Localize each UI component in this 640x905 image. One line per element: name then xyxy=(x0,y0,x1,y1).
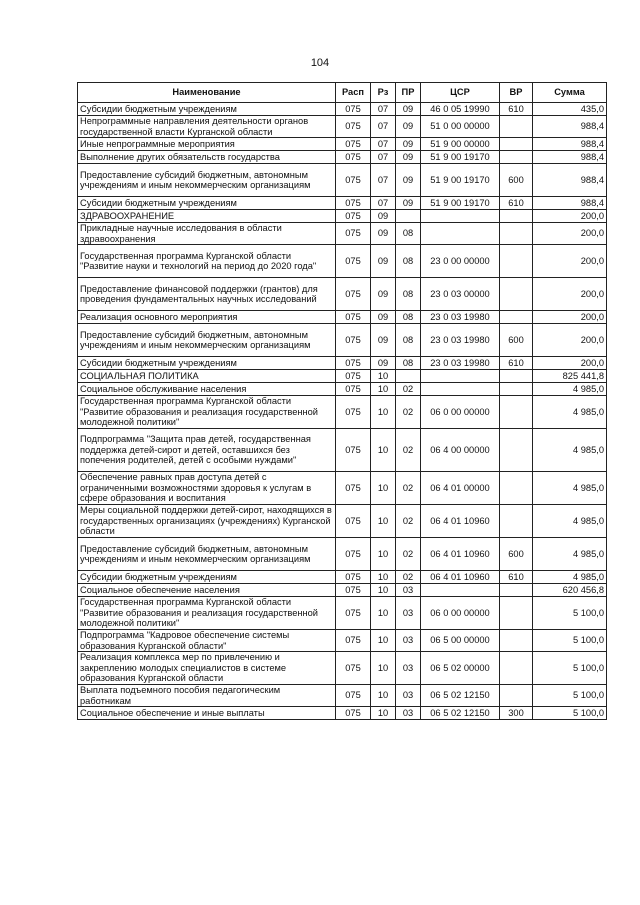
table-row xyxy=(78,164,607,197)
row-name: Социальное обеспечение населения xyxy=(78,584,336,597)
row-name: Государственная программа Курганской области "Развитие науки и технологий на период до 2020 года" xyxy=(78,245,336,278)
row-vr xyxy=(500,396,533,429)
row-rasp: 075 xyxy=(336,164,371,197)
row-name: Государственная программа Курганской области "Развитие образования и реализация государственной молодежной политики" xyxy=(78,597,336,630)
table-row xyxy=(78,151,607,164)
row-rz: 10 xyxy=(371,396,396,429)
table-row xyxy=(78,429,607,472)
row-name: Подпрограмма "Кадровое обеспечение системы образования Курганской области" xyxy=(78,630,336,652)
row-vr xyxy=(500,151,533,164)
row-vr xyxy=(500,584,533,597)
row-rasp: 075 xyxy=(336,584,371,597)
row-csr: 06 4 01 00000 xyxy=(421,472,500,505)
row-pr: 09 xyxy=(396,116,421,138)
row-sum: 988,4 xyxy=(533,138,607,151)
row-rz: 10 xyxy=(371,584,396,597)
row-vr xyxy=(500,505,533,538)
row-name: Государственная программа Курганской области "Развитие образования и реализация государственной молодежной политики" xyxy=(78,396,336,429)
row-rasp: 075 xyxy=(336,116,371,138)
row-csr: 06 4 01 10960 xyxy=(421,571,500,584)
row-csr: 06 5 02 12150 xyxy=(421,685,500,707)
row-sum: 200,0 xyxy=(533,324,607,357)
table-body xyxy=(78,103,607,720)
row-pr: 08 xyxy=(396,223,421,245)
row-rz: 10 xyxy=(371,597,396,630)
table-row xyxy=(78,324,607,357)
row-rasp: 075 xyxy=(336,245,371,278)
row-rasp: 075 xyxy=(336,597,371,630)
row-pr: 09 xyxy=(396,103,421,116)
row-sum: 988,4 xyxy=(533,151,607,164)
row-sum: 5 100,0 xyxy=(533,652,607,685)
column-header-csr: ЦСР xyxy=(421,83,500,103)
row-vr: 600 xyxy=(500,164,533,197)
row-pr: 02 xyxy=(396,538,421,571)
row-sum: 988,4 xyxy=(533,164,607,197)
row-rz: 10 xyxy=(371,652,396,685)
row-rz: 07 xyxy=(371,151,396,164)
row-pr xyxy=(396,370,421,383)
row-sum: 435,0 xyxy=(533,103,607,116)
row-name: Субсидии бюджетным учреждениям xyxy=(78,357,336,370)
row-vr xyxy=(500,116,533,138)
row-sum: 200,0 xyxy=(533,278,607,311)
table-row xyxy=(78,311,607,324)
row-pr: 03 xyxy=(396,597,421,630)
row-rz: 07 xyxy=(371,164,396,197)
table-row xyxy=(78,278,607,311)
row-vr xyxy=(500,210,533,223)
row-rz: 10 xyxy=(371,472,396,505)
row-name: Субсидии бюджетным учреждениям xyxy=(78,571,336,584)
row-csr: 51 9 00 19170 xyxy=(421,151,500,164)
row-sum: 4 985,0 xyxy=(533,396,607,429)
row-rz: 07 xyxy=(371,116,396,138)
row-rasp: 075 xyxy=(336,103,371,116)
row-vr xyxy=(500,685,533,707)
row-rasp: 075 xyxy=(336,685,371,707)
row-name: Реализация основного мероприятия xyxy=(78,311,336,324)
row-rasp: 075 xyxy=(336,311,371,324)
row-vr xyxy=(500,383,533,396)
row-rz: 10 xyxy=(371,538,396,571)
column-header-rasp: Расп xyxy=(336,83,371,103)
budget-table xyxy=(77,82,607,720)
row-rz: 10 xyxy=(371,370,396,383)
row-vr xyxy=(500,138,533,151)
row-pr: 09 xyxy=(396,151,421,164)
row-name: Предоставление субсидий бюджетным, автономным учреждениям и иным некоммерческим организациям xyxy=(78,164,336,197)
row-vr xyxy=(500,597,533,630)
row-sum: 5 100,0 xyxy=(533,597,607,630)
row-csr: 23 0 03 19980 xyxy=(421,311,500,324)
row-pr: 08 xyxy=(396,245,421,278)
column-header-rz: Рз xyxy=(371,83,396,103)
row-vr xyxy=(500,370,533,383)
table-row xyxy=(78,245,607,278)
row-vr: 610 xyxy=(500,571,533,584)
table-row xyxy=(78,472,607,505)
row-rz: 09 xyxy=(371,311,396,324)
row-rasp: 075 xyxy=(336,505,371,538)
row-sum: 200,0 xyxy=(533,223,607,245)
row-pr: 02 xyxy=(396,396,421,429)
table-row xyxy=(78,652,607,685)
row-name: Прикладные научные исследования в области здравоохранения xyxy=(78,223,336,245)
row-rz: 09 xyxy=(371,324,396,357)
table-row xyxy=(78,357,607,370)
row-csr xyxy=(421,383,500,396)
row-pr: 08 xyxy=(396,357,421,370)
row-sum: 5 100,0 xyxy=(533,630,607,652)
row-csr: 23 0 00 00000 xyxy=(421,245,500,278)
table-row xyxy=(78,571,607,584)
row-sum: 4 985,0 xyxy=(533,505,607,538)
row-vr xyxy=(500,630,533,652)
row-vr: 600 xyxy=(500,538,533,571)
row-name: Иные непрограммные мероприятия xyxy=(78,138,336,151)
row-pr: 03 xyxy=(396,584,421,597)
page-number: 104 xyxy=(310,57,330,69)
row-rz: 10 xyxy=(371,707,396,720)
row-rasp: 075 xyxy=(336,707,371,720)
row-pr: 02 xyxy=(396,505,421,538)
row-name: Выплата подъемного пособия педагогическим работникам xyxy=(78,685,336,707)
row-rz: 09 xyxy=(371,357,396,370)
row-sum: 200,0 xyxy=(533,210,607,223)
table-row xyxy=(78,685,607,707)
row-vr xyxy=(500,245,533,278)
row-rasp: 075 xyxy=(336,278,371,311)
row-name: Социальное обеспечение и иные выплаты xyxy=(78,707,336,720)
row-rasp: 075 xyxy=(336,630,371,652)
row-name: ЗДРАВООХРАНЕНИЕ xyxy=(78,210,336,223)
row-csr: 51 0 00 00000 xyxy=(421,116,500,138)
row-pr: 08 xyxy=(396,278,421,311)
row-name: Предоставление субсидий бюджетным, автономным учреждениям и иным некоммерческим организациям xyxy=(78,538,336,571)
row-vr xyxy=(500,311,533,324)
row-csr: 23 0 03 00000 xyxy=(421,278,500,311)
row-pr: 08 xyxy=(396,324,421,357)
row-csr xyxy=(421,223,500,245)
row-name: Выполнение других обязательств государства xyxy=(78,151,336,164)
row-pr: 03 xyxy=(396,652,421,685)
row-csr: 06 0 00 00000 xyxy=(421,396,500,429)
row-rasp: 075 xyxy=(336,472,371,505)
row-pr: 09 xyxy=(396,197,421,210)
table-row xyxy=(78,103,607,116)
row-csr: 51 9 00 19170 xyxy=(421,197,500,210)
row-name: Непрограммные направления деятельности органов государственной власти Курганской области xyxy=(78,116,336,138)
row-rz: 09 xyxy=(371,245,396,278)
row-csr: 06 4 00 00000 xyxy=(421,429,500,472)
column-header-name: Наименование xyxy=(78,83,336,103)
row-pr: 09 xyxy=(396,138,421,151)
row-vr: 610 xyxy=(500,197,533,210)
row-csr: 06 5 00 00000 xyxy=(421,630,500,652)
row-pr: 03 xyxy=(396,707,421,720)
column-header-sum: Сумма xyxy=(533,83,607,103)
row-rz: 10 xyxy=(371,685,396,707)
row-vr xyxy=(500,652,533,685)
row-name: СОЦИАЛЬНАЯ ПОЛИТИКА xyxy=(78,370,336,383)
row-vr xyxy=(500,278,533,311)
row-csr: 46 0 05 19990 xyxy=(421,103,500,116)
row-sum: 200,0 xyxy=(533,245,607,278)
row-sum: 4 985,0 xyxy=(533,472,607,505)
row-rz: 10 xyxy=(371,505,396,538)
row-sum: 988,4 xyxy=(533,197,607,210)
row-sum: 4 985,0 xyxy=(533,571,607,584)
row-rasp: 075 xyxy=(336,538,371,571)
row-sum: 5 100,0 xyxy=(533,685,607,707)
row-sum: 825 441,8 xyxy=(533,370,607,383)
table-row xyxy=(78,597,607,630)
row-csr xyxy=(421,210,500,223)
row-rz: 10 xyxy=(371,383,396,396)
row-rasp: 075 xyxy=(336,223,371,245)
row-name: Субсидии бюджетным учреждениям xyxy=(78,103,336,116)
table-row xyxy=(78,584,607,597)
row-rasp: 075 xyxy=(336,138,371,151)
row-rasp: 075 xyxy=(336,383,371,396)
row-pr: 03 xyxy=(396,630,421,652)
row-rz: 07 xyxy=(371,138,396,151)
table-row xyxy=(78,630,607,652)
row-csr: 06 5 02 00000 xyxy=(421,652,500,685)
row-csr: 06 4 01 10960 xyxy=(421,538,500,571)
row-rasp: 075 xyxy=(336,571,371,584)
table-row xyxy=(78,383,607,396)
row-vr xyxy=(500,223,533,245)
table-row xyxy=(78,538,607,571)
table-row xyxy=(78,370,607,383)
row-csr: 06 0 00 00000 xyxy=(421,597,500,630)
row-csr: 06 5 02 12150 xyxy=(421,707,500,720)
row-sum: 988,4 xyxy=(533,116,607,138)
row-rz: 10 xyxy=(371,429,396,472)
row-csr xyxy=(421,584,500,597)
row-sum: 4 985,0 xyxy=(533,429,607,472)
row-pr: 02 xyxy=(396,383,421,396)
row-pr: 03 xyxy=(396,685,421,707)
row-rasp: 075 xyxy=(336,370,371,383)
row-name: Субсидии бюджетным учреждениям xyxy=(78,197,336,210)
row-rz: 07 xyxy=(371,103,396,116)
row-name: Обеспечение равных прав доступа детей с ограниченными возможностями здоровья к услугам в сфере образования и воспитания xyxy=(78,472,336,505)
table-row xyxy=(78,707,607,720)
table-row xyxy=(78,505,607,538)
row-rz: 09 xyxy=(371,210,396,223)
row-pr: 02 xyxy=(396,429,421,472)
row-csr: 51 9 00 19170 xyxy=(421,164,500,197)
table-row xyxy=(78,223,607,245)
table-row xyxy=(78,197,607,210)
row-sum: 4 985,0 xyxy=(533,538,607,571)
row-csr: 51 9 00 00000 xyxy=(421,138,500,151)
row-pr: 09 xyxy=(396,164,421,197)
row-pr: 02 xyxy=(396,472,421,505)
row-vr xyxy=(500,429,533,472)
table-header-row xyxy=(78,83,607,103)
row-sum: 5 100,0 xyxy=(533,707,607,720)
row-pr xyxy=(396,210,421,223)
table-row xyxy=(78,396,607,429)
row-sum: 200,0 xyxy=(533,311,607,324)
row-vr xyxy=(500,472,533,505)
row-rasp: 075 xyxy=(336,429,371,472)
table-row xyxy=(78,210,607,223)
row-rasp: 075 xyxy=(336,210,371,223)
row-rasp: 075 xyxy=(336,151,371,164)
column-header-pr: ПР xyxy=(396,83,421,103)
row-sum: 620 456,8 xyxy=(533,584,607,597)
row-rz: 09 xyxy=(371,278,396,311)
row-sum: 4 985,0 xyxy=(533,383,607,396)
table-row xyxy=(78,116,607,138)
row-rz: 09 xyxy=(371,223,396,245)
row-name: Меры социальной поддержки детей-сирот, находящихся в государственных организациях (учреждениях) Курганской области xyxy=(78,505,336,538)
row-rasp: 075 xyxy=(336,396,371,429)
row-rasp: 075 xyxy=(336,652,371,685)
row-name: Предоставление субсидий бюджетным, автономным учреждениям и иным некоммерческим организациям xyxy=(78,324,336,357)
row-vr: 610 xyxy=(500,103,533,116)
row-rz: 07 xyxy=(371,197,396,210)
row-csr xyxy=(421,370,500,383)
row-sum: 200,0 xyxy=(533,357,607,370)
row-csr: 06 4 01 10960 xyxy=(421,505,500,538)
row-rz: 10 xyxy=(371,571,396,584)
row-csr: 23 0 03 19980 xyxy=(421,357,500,370)
column-header-vr: ВР xyxy=(500,83,533,103)
row-name: Предоставление финансовой поддержки (грантов) для проведения фундаментальных научных исследований xyxy=(78,278,336,311)
row-vr: 600 xyxy=(500,324,533,357)
row-pr: 08 xyxy=(396,311,421,324)
row-csr: 23 0 03 19980 xyxy=(421,324,500,357)
row-vr: 300 xyxy=(500,707,533,720)
table-row xyxy=(78,138,607,151)
row-rasp: 075 xyxy=(336,357,371,370)
row-name: Социальное обслуживание населения xyxy=(78,383,336,396)
row-rz: 10 xyxy=(371,630,396,652)
row-rasp: 075 xyxy=(336,324,371,357)
row-rasp: 075 xyxy=(336,197,371,210)
row-vr: 610 xyxy=(500,357,533,370)
row-pr: 02 xyxy=(396,571,421,584)
row-name: Подпрограмма "Защита прав детей, государственная поддержка детей-сирот и детей, оставшихся без попечения родителей, детей с особыми нуждами" xyxy=(78,429,336,472)
row-name: Реализация комплекса мер по привлечению и закреплению молодых специалистов в системе образования Курганской области xyxy=(78,652,336,685)
